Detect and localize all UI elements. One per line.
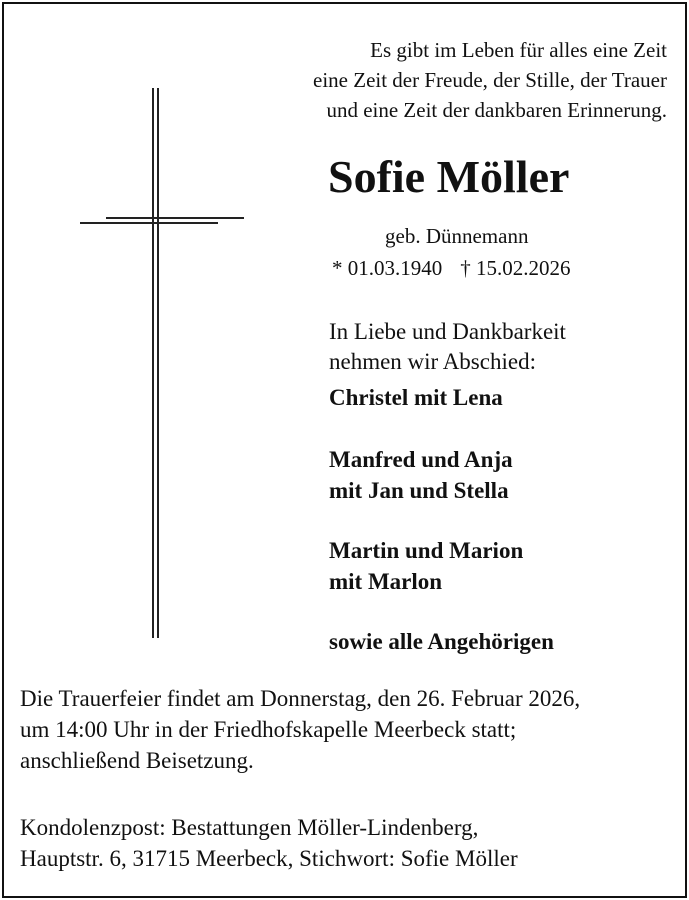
mourner-group (329, 382, 503, 413)
cross-icon (80, 88, 250, 645)
mourner-line: mit Jan und Stella (329, 478, 509, 503)
death-date: † 15.02.2026 (460, 256, 571, 280)
deceased-name: Sofie Möller (328, 151, 570, 202)
service-line: um 14:00 Uhr in der Friedhofskapelle Meerbeck statt; (20, 717, 517, 742)
poem-line: eine Zeit der Freude, der Stille, der Trauer (313, 68, 667, 92)
poem (313, 35, 667, 125)
condolence-line: Hauptstr. 6, 31715 Meerbeck, Stichwort: Sofie Möller (20, 846, 518, 871)
mourner-line: Martin und Marion (329, 538, 524, 563)
mourner-line: Manfred und Anja (329, 447, 513, 472)
funeral-service-info (20, 683, 580, 776)
mourning-intro-line: In Liebe und Dankbarkeit (329, 319, 566, 344)
mourning-intro (329, 317, 566, 377)
life-dates (332, 256, 571, 281)
mourner-line: sowie alle Angehörigen (329, 629, 554, 654)
condolence-address (20, 812, 518, 874)
poem-line: Es gibt im Leben für alles eine Zeit (370, 38, 667, 62)
mourning-intro-line: nehmen wir Abschied: (329, 349, 536, 374)
mourner-group (329, 444, 513, 506)
birth-name: geb. Dünnemann (385, 224, 529, 248)
poem-line: und eine Zeit der dankbaren Erinnerung. (326, 98, 667, 122)
condolence-line: Kondolenzpost: Bestattungen Möller-Lindenberg, (20, 815, 479, 840)
mourner-group (329, 626, 554, 657)
birth-date: * 01.03.1940 (332, 256, 443, 280)
mourner-line: Christel mit Lena (329, 385, 503, 410)
mourner-group (329, 535, 523, 597)
mourner-line: mit Marlon (329, 569, 443, 594)
service-line: anschließend Beisetzung. (20, 748, 254, 773)
service-line: Die Trauerfeier findet am Donnerstag, den 26. Februar 2026, (20, 686, 581, 711)
